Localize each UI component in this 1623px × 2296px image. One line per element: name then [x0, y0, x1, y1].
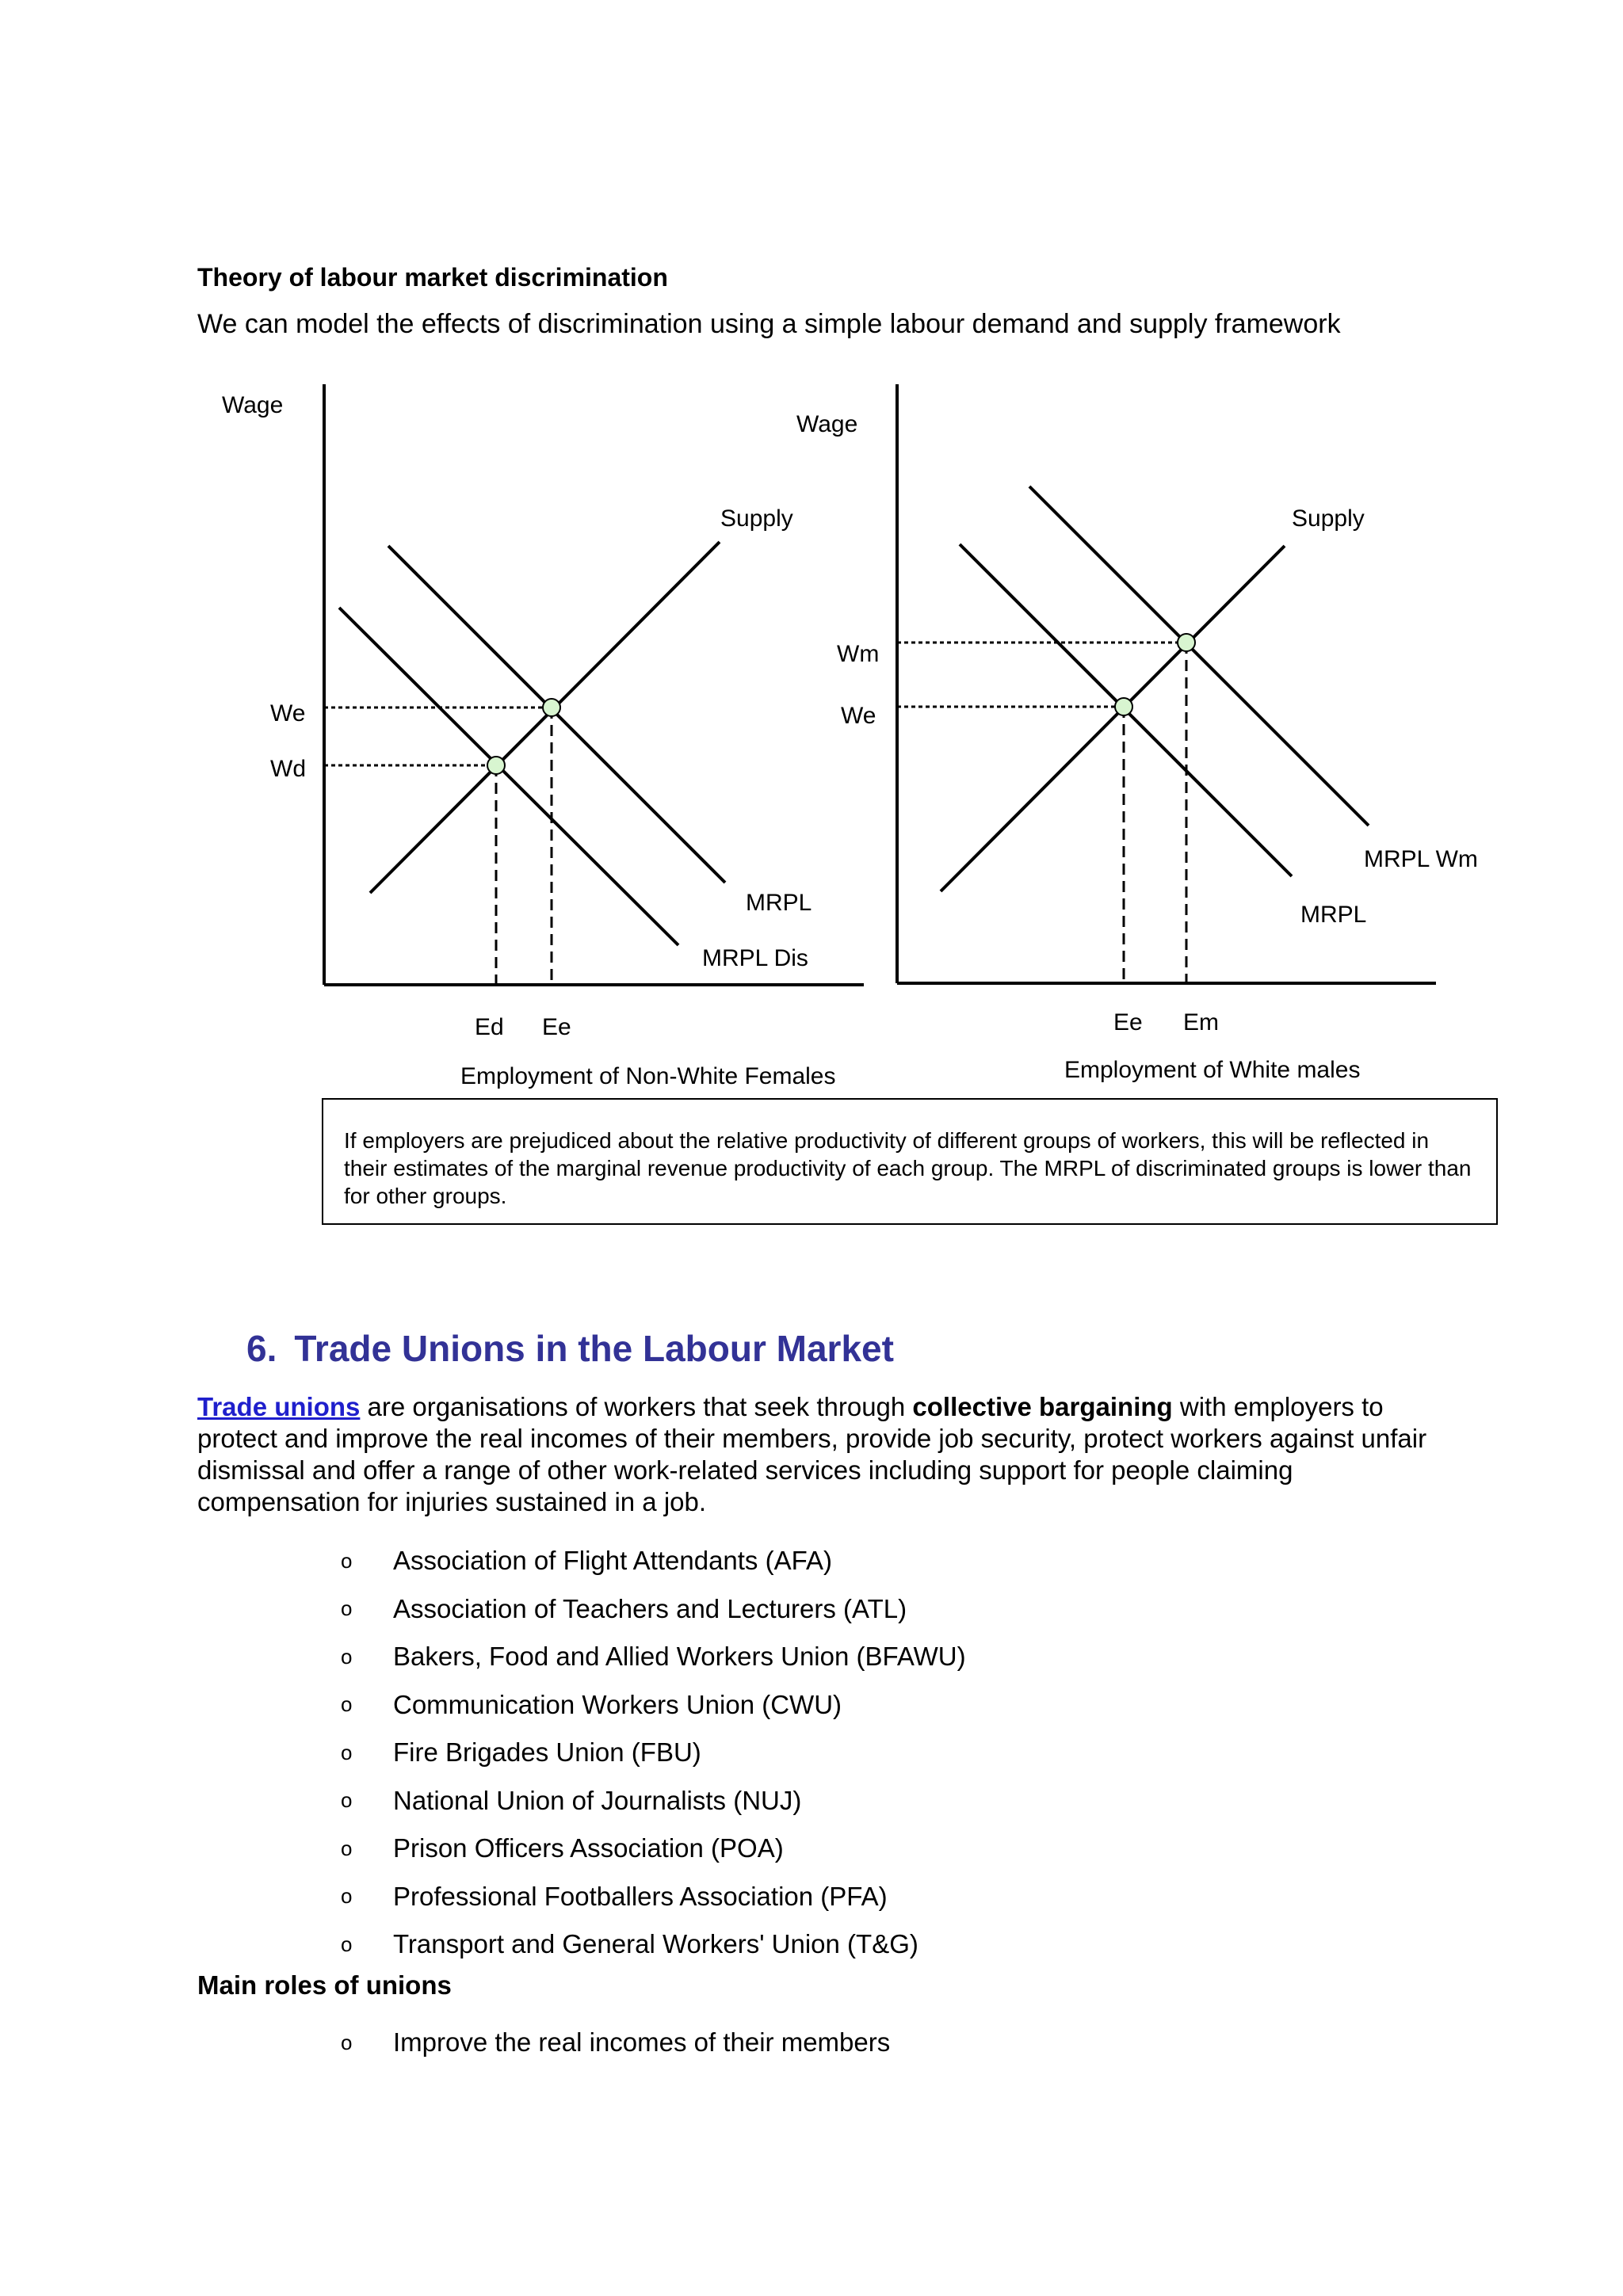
union-name: Association of Flight Attendants (AFA): [393, 1546, 832, 1576]
left-we-label: We: [270, 700, 306, 727]
right-wage-label: Wage: [796, 411, 858, 437]
role-text: Improve the real incomes of their members: [393, 2027, 891, 2058]
bullet-icon: o: [341, 1884, 353, 1909]
union-name: Fire Brigades Union (FBU): [393, 1737, 701, 1768]
left-equilibrium-point-d: [487, 757, 505, 774]
union-name: Professional Footballers Association (PFA): [393, 1881, 888, 1911]
note-box: If employers are prejudiced about the relative productivity of different groups of workers, this will be reflected in their estimates of the marginal revenue productivity of each group. The MRPL of discriminated groups is lower than for other groups.: [322, 1098, 1498, 1225]
list-item: [341, 1873, 966, 1921]
labour-market-diagrams: [0, 0, 1623, 1109]
union-name: Bakers, Food and Allied Workers Union (BFAWU): [393, 1642, 966, 1672]
left-wd-label: Wd: [270, 756, 306, 782]
section-title: Trade Unions in the Labour Market: [294, 1328, 894, 1369]
roles-heading: Main roles of unions: [197, 1970, 452, 2000]
left-mrpl-label: MRPL: [746, 890, 812, 916]
section-heading: Theory of labour market discrimination: [197, 263, 668, 292]
right-equilibrium-point-e: [1115, 698, 1132, 715]
intro-text: We can model the effects of discrimination using a simple labour demand and supply framework: [197, 309, 1341, 339]
right-we-label: We: [841, 703, 876, 729]
union-name: Prison Officers Association (POA): [393, 1833, 784, 1863]
left-supply-curve: [370, 542, 720, 893]
list-item: [341, 1585, 966, 1634]
union-name: National Union of Journalists (NUJ): [393, 1785, 802, 1815]
left-wage-label: Wage: [222, 392, 284, 418]
left-ed-label: Ed: [475, 1014, 504, 1040]
bullet-icon: o: [341, 1740, 353, 1764]
roles-list: [341, 2019, 890, 2067]
collective-bargaining-text: collective bargaining: [912, 1392, 1173, 1421]
right-x-title: Employment of White males: [1064, 1057, 1361, 1083]
list-item: [341, 1633, 966, 1681]
right-mrpl-label: MRPL: [1300, 902, 1367, 928]
list-item: [341, 1777, 966, 1825]
paragraph-text-1: are organisations of workers that seek through: [360, 1392, 913, 1421]
section-number: 6.: [246, 1328, 277, 1369]
left-x-title: Employment of Non-White Females: [460, 1063, 836, 1089]
list-item: [341, 1825, 966, 1873]
left-supply-label: Supply: [720, 505, 793, 532]
union-name: Association of Teachers and Lecturers (ATL): [393, 1593, 907, 1623]
right-mrpl-wm-label: MRPL Wm: [1364, 846, 1478, 872]
right-supply-label: Supply: [1292, 505, 1365, 532]
union-name: Transport and General Workers' Union (T&G): [393, 1929, 918, 1959]
list-item: [341, 1681, 966, 1730]
right-diagram: [897, 384, 1436, 983]
bullet-icon: o: [341, 1596, 353, 1621]
bullet-icon: o: [341, 1644, 353, 1669]
trade-unions-heading: [246, 1327, 894, 1370]
right-mrpl-wm-curve: [1029, 486, 1369, 826]
right-wm-label: Wm: [837, 641, 880, 667]
right-supply-curve: [941, 546, 1285, 891]
trade-unions-paragraph: [197, 1391, 1434, 1518]
bullet-icon: o: [341, 1836, 353, 1860]
list-item: [341, 1729, 966, 1777]
bullet-icon: o: [341, 1788, 353, 1813]
bullet-icon: o: [341, 1692, 353, 1717]
trade-unions-link[interactable]: Trade unions: [197, 1392, 361, 1421]
left-ee-label: Ee: [542, 1014, 571, 1040]
paragraph-text-2: with employers to protect and improve the real incomes of their members, provide job security, protect workers against unfair dismissal and offer a range of other work-related services including support for people claiming compensation for injuries sustained in a job.: [197, 1392, 1427, 1516]
list-item: [341, 1920, 966, 1969]
right-em-label: Em: [1183, 1009, 1219, 1035]
left-mrpl-dis-curve: [339, 608, 678, 945]
right-equilibrium-point-m: [1178, 634, 1195, 651]
left-mrpl-dis-label: MRPL Dis: [702, 945, 808, 971]
bullet-icon: o: [341, 1932, 353, 1956]
right-ee-label: Ee: [1113, 1009, 1143, 1035]
bullet-icon: o: [341, 1548, 353, 1573]
union-list: [341, 1537, 966, 1969]
left-equilibrium-point-e: [543, 699, 560, 716]
list-item: [341, 2019, 890, 2067]
bullet-icon: o: [341, 2030, 353, 2054]
union-name: Communication Workers Union (CWU): [393, 1689, 842, 1719]
list-item: [341, 1537, 966, 1585]
